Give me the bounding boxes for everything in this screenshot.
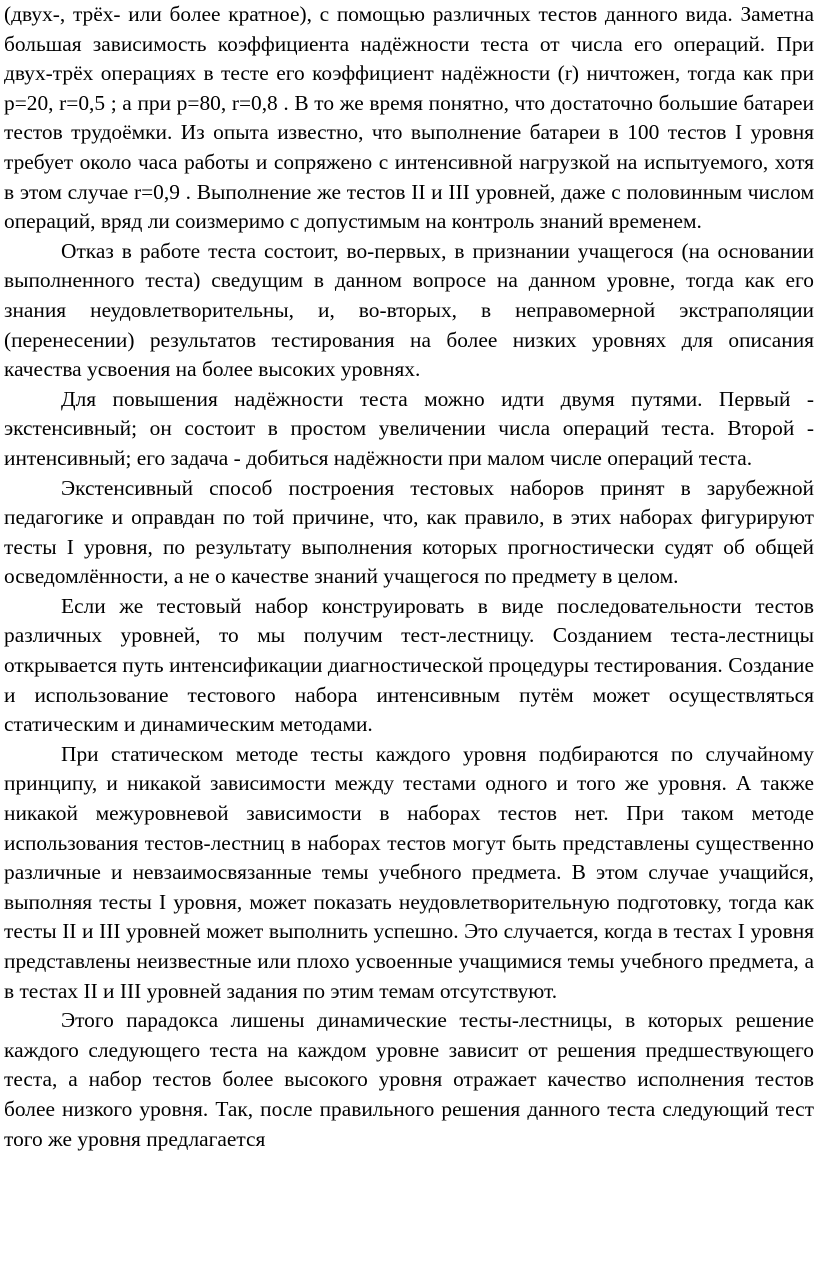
paragraph-two-ways: Для повышения надёжности теста можно идти двумя путями. Первый - экстенсивный; он состоит в простом увеличении числа операций теста. Второй - интенсивный; его задача - добиться надёжности при малом числе операций теста. [4, 386, 814, 470]
paragraph-test-failure: Отказ в работе теста состоит, во-первых, в признании учащегося (на основании выполненного теста) сведущим в данном вопросе на данном уровне, тогда как его знания неудовлетворительны, и, во-вторых, в неправомерной экстраполяции (перенесении) результатов тестирования на более низких уровнях для описания качества усвоения на более высоких уровнях. [4, 238, 814, 382]
paragraph-dynamic-method: Этого парадокса лишены динамические тесты-лестницы, в которых решение каждого следующего теста на каждом уровне зависит от решения предшествующего теста, а набор тестов более высокого уровня отражает качество исполнения тестов более низкого уровня. Так, после правильного решения данного теста следующий тест того же уровня предлагается [4, 1008, 814, 1151]
paragraph-test-ladder: Если же тестовый набор конструировать в виде последовательности тестов различных уровней, то мы получим тест-лестницу. Созданием теста-лестницы открывается путь интенсификации диагностической процедуры тестирования. Создание и использование тестового набора интенсивным путём может осуществляться статическим и динамическим методами. [4, 593, 814, 737]
paragraph-static-method: При статическом методе тесты каждого уровня подбираются по случайному принципу, и никакой зависимости между тестами одного и того же уровня. А также никакой межуровневой зависимости в наборах тестов нет. При таком методе использования тестов-лестниц в наборах тестов могут быть представлены существенно различные и невзаимосвязанные темы учебного предмета. В этом случае учащийся, выполняя тесты I уровня, может показать неудовлетворительную подготовку, тогда как тесты II и III уровней может выполнить успешно. Это случается, когда в тестах I уровня представлены неизвестные или плохо усвоенные учащимися темы учебного предмета, а в тестах II и III уровней задания по этим темам отсутствуют. [4, 741, 814, 1003]
paragraph-extensive-method: Экстенсивный способ построения тестовых наборов принят в зарубежной педагогике и оправдан по той причине, что, как правило, в этих наборах фигурируют тесты I уровня, по результату выполнения которых прогностически судят об общей осведомлённости, а не о качестве знаний учащегося по предмету в целом. [4, 475, 814, 589]
paragraph-reliability-continuation: (двух-, трёх- или более кратное), с помощью различных тестов данного вида. Заметна большая зависимость коэффициента надёжности теста от числа его операций. При двух-трёх операциях в тесте его коэффициент надёжности (r) ничтожен, тогда как при p=20, r=0,5 ; а при p=80, r=0,8 . В то же время понятно, что достаточно большие батареи тестов трудоёмки. Из опыта известно, что выполнение батареи в 100 тестов I уровня требует около часа работы и сопряжено с интенсивной нагрузкой на испытуемого, хотя в этом случае r=0,9 . Выполнение же тестов II и III уровней, даже с половинным числом операций, вряд ли соизмеримо с допустимым на контроль знаний временем. [4, 2, 814, 234]
